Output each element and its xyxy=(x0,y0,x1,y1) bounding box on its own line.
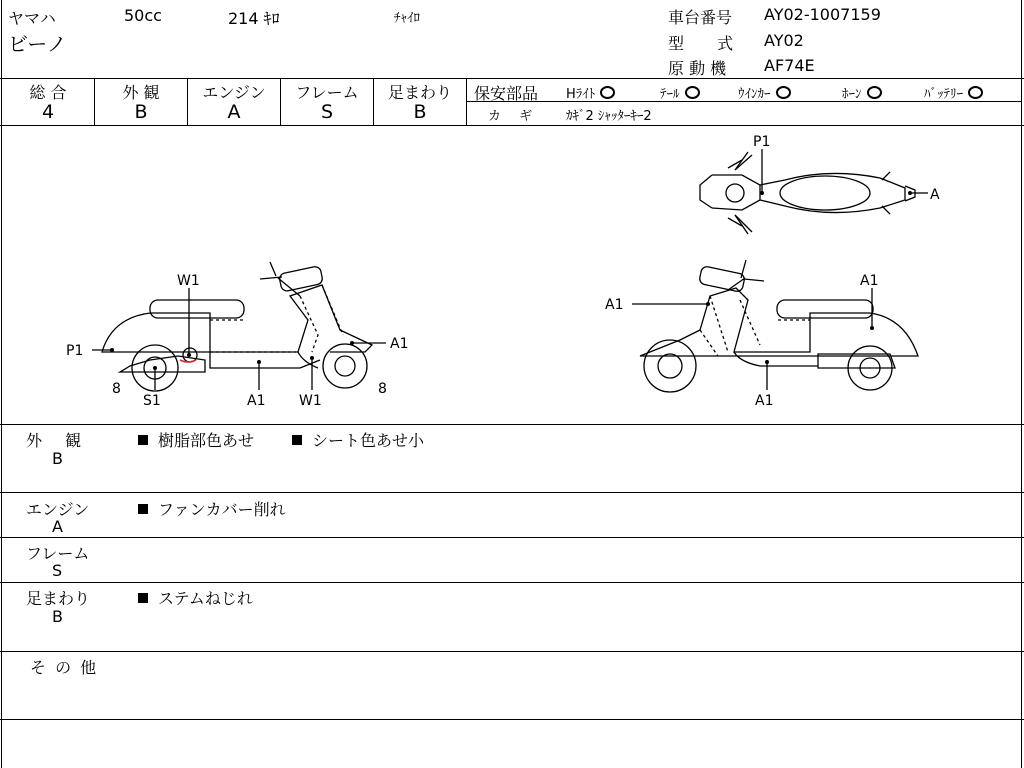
grade-frame-value: S xyxy=(320,101,334,123)
ok-circle-icon xyxy=(968,86,983,99)
note-exterior-item: シート色あせ小 xyxy=(292,428,424,451)
label-left-p1: P1 xyxy=(66,343,84,359)
label-right-a1-bottom: A1 xyxy=(755,393,774,409)
safety-title: 保安部品 xyxy=(474,84,539,103)
divider-note-5 xyxy=(0,719,1024,720)
grade-exterior-value: B xyxy=(134,101,148,123)
maker: ヤマハ xyxy=(8,9,56,28)
note-exterior-item: 樹脂部色あせ xyxy=(138,428,254,451)
grade-suspension-label: 足まわり xyxy=(387,83,452,102)
divider-diagram xyxy=(0,424,1024,425)
divider-note-1 xyxy=(0,492,1024,493)
divider-note-4 xyxy=(0,651,1024,652)
note-exterior-label: 外 観 xyxy=(26,431,82,450)
engine-code: AF74E xyxy=(764,56,815,75)
divider-header xyxy=(0,78,1024,79)
note-suspension-item: ステムねじれ xyxy=(138,586,253,609)
label-top-a: A xyxy=(930,187,940,203)
keys-label: カ ギ xyxy=(488,109,533,124)
ok-circle-icon xyxy=(867,86,882,99)
bullet-square-icon xyxy=(138,435,148,445)
label-top-p1: P1 xyxy=(753,134,771,150)
divider-note-3 xyxy=(0,582,1024,583)
note-engine-grade: A xyxy=(52,517,63,536)
grade-engine-value: A xyxy=(227,101,241,123)
grade-overall-label: 総 合 xyxy=(29,83,67,102)
color: ﾁｬｲﾛ xyxy=(394,11,420,26)
label-right-a1-rear: A1 xyxy=(860,273,879,289)
note-engine-label: エンジン xyxy=(26,500,90,519)
bullet-square-icon xyxy=(292,435,302,445)
divider-note-2 xyxy=(0,537,1024,538)
grade-frame-label: フレーム xyxy=(295,83,359,102)
keys-value: ｶｷﾞ2 ｼｬｯﾀｰｷｰ2 xyxy=(566,109,652,124)
label-left-a1-right: A1 xyxy=(390,336,409,352)
damage-mark xyxy=(180,360,196,362)
engine-label: 原 動 機 xyxy=(668,59,727,78)
label-left-w1-bottom: W1 xyxy=(299,393,322,409)
note-frame-label: フレーム xyxy=(26,544,90,563)
frame-no-label: 車台番号 xyxy=(668,8,733,27)
label-left-w1-top: W1 xyxy=(177,273,200,289)
label-left-8-right: 8 xyxy=(378,381,387,397)
grade-divider xyxy=(466,78,467,125)
safety-item-battery: ﾊﾞｯﾃﾘｰ xyxy=(924,83,983,102)
note-frame-grade: S xyxy=(52,561,63,580)
model-type: AY02 xyxy=(764,31,804,50)
bullet-square-icon xyxy=(138,504,148,514)
label-right-a1-left: A1 xyxy=(605,297,624,313)
label-left-a1-bottom: A1 xyxy=(247,393,266,409)
model-name: ビーノ xyxy=(8,32,67,56)
displacement: 50cc xyxy=(124,6,162,25)
grade-overall-value: 4 xyxy=(41,101,55,123)
ok-circle-icon xyxy=(685,86,700,99)
note-engine-item: ファンカバー削れ xyxy=(138,497,286,520)
leader-lines xyxy=(92,149,928,390)
safety-item-horn: ﾎｰﾝ xyxy=(842,83,882,102)
note-exterior-grade: B xyxy=(52,449,63,468)
mileage: 214 ｷﾛ xyxy=(228,9,280,28)
ok-circle-icon xyxy=(600,86,615,99)
safety-item-headlight: Hﾗｲﾄ xyxy=(566,83,615,102)
bullet-square-icon xyxy=(138,593,148,603)
model-type-label: 型 式 xyxy=(668,34,734,53)
label-left-8-left: 8 xyxy=(112,381,121,397)
grade-suspension-value: B xyxy=(413,101,427,123)
scooter-top-view xyxy=(700,152,915,234)
scooter-left-view xyxy=(102,262,372,391)
damage-diagram xyxy=(0,126,1022,424)
grade-engine-label: エンジン xyxy=(202,83,266,102)
note-other-label: そ の 他 xyxy=(30,658,97,677)
frame-no: AY02-1007159 xyxy=(764,5,881,24)
safety-item-winker: ｳｲﾝｶｰ xyxy=(738,83,791,102)
safety-item-tail: ﾃｰﾙ xyxy=(660,83,700,102)
grade-exterior-label: 外 観 xyxy=(122,83,160,102)
ok-circle-icon xyxy=(776,86,791,99)
label-left-s1: S1 xyxy=(143,393,161,409)
leader-dots xyxy=(110,191,912,370)
note-suspension-grade: B xyxy=(52,607,63,626)
note-suspension-label: 足まわり xyxy=(26,589,91,608)
